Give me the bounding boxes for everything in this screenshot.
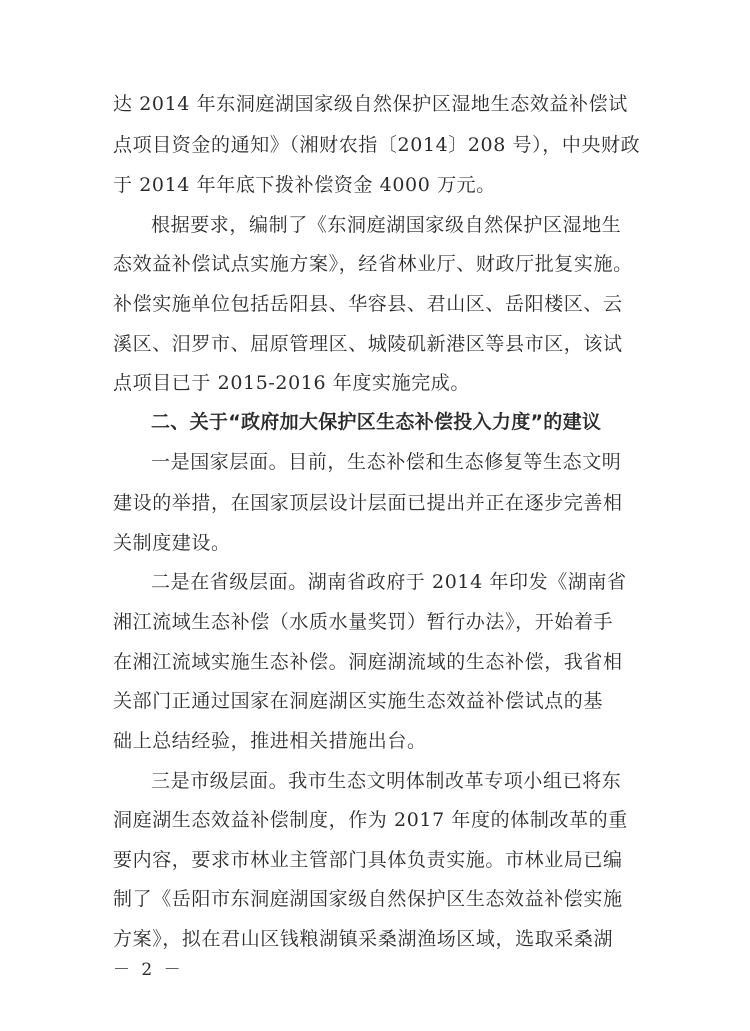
paragraph-first-line: 二是在省级层面。湖南省政府于 2014 年印发《湖南省 xyxy=(151,571,627,593)
text-line: 点项目已于 2015-2016 年度实施完成。 xyxy=(113,372,471,394)
text-line: 要内容，要求市林业主管部门具体负责实施。市林业局已编 xyxy=(113,849,623,871)
section-heading: 二、关于“政府加大保护区生态补偿投入力度”的建议 xyxy=(151,411,602,433)
text-line: 关部门正通过国家在洞庭湖区实施生态效益补偿试点的基 xyxy=(113,690,604,712)
paragraph-first-line: 一是国家层面。目前，生态补偿和生态修复等生态文明 xyxy=(151,451,622,473)
text-line: 关制度建设。 xyxy=(113,532,231,554)
text-line: 方案》，拟在君山区钱粮湖镇采桑湖渔场区域，选取采桑湖 xyxy=(113,928,614,950)
text-line: 态效益补偿试点实施方案》，经省林业厅、财政厅批复实施。 xyxy=(113,253,633,275)
text-line: 溪区、汨罗市、屈原管理区、城陵矶新港区等县市区，该试 xyxy=(113,333,623,355)
text-line: 制了《岳阳市东洞庭湖国家级自然保护区生态效益补偿实施 xyxy=(113,888,623,910)
text-line: 建设的举措，在国家顶层设计层面已提出并正在逐步完善相 xyxy=(113,492,623,514)
paragraph-first-line: 根据要求，编制了《东洞庭湖国家级自然保护区湿地生 xyxy=(151,214,622,236)
page-number: － 2 － xyxy=(113,960,184,980)
text-line: 达 2014 年东洞庭湖国家级自然保护区湿地生态效益补偿试 xyxy=(113,93,628,115)
text-line: 础上总结经验，推进相关措施出台。 xyxy=(113,730,427,752)
text-line: 点项目资金的通知》（湘财农指〔2014〕208 号），中央财政 xyxy=(113,134,641,156)
text-line: 湘江流域生态补偿（水质水量奖罚）暂行办法》，开始着手 xyxy=(113,611,614,633)
text-line: 洞庭湖生态效益补偿制度，作为 2017 年度的体制改革的重 xyxy=(113,809,628,831)
text-line: 补偿实施单位包括岳阳县、华容县、君山区、岳阳楼区、云 xyxy=(113,293,623,315)
paragraph-first-line: 三是市级层面。我市生态文明体制改革专项小组已将东 xyxy=(151,770,622,792)
text-line: 于 2014 年年底下拨补偿资金 4000 万元。 xyxy=(113,174,496,196)
text-line: 在湘江流域实施生态补偿。洞庭湖流域的生态补偿，我省相 xyxy=(113,651,623,673)
